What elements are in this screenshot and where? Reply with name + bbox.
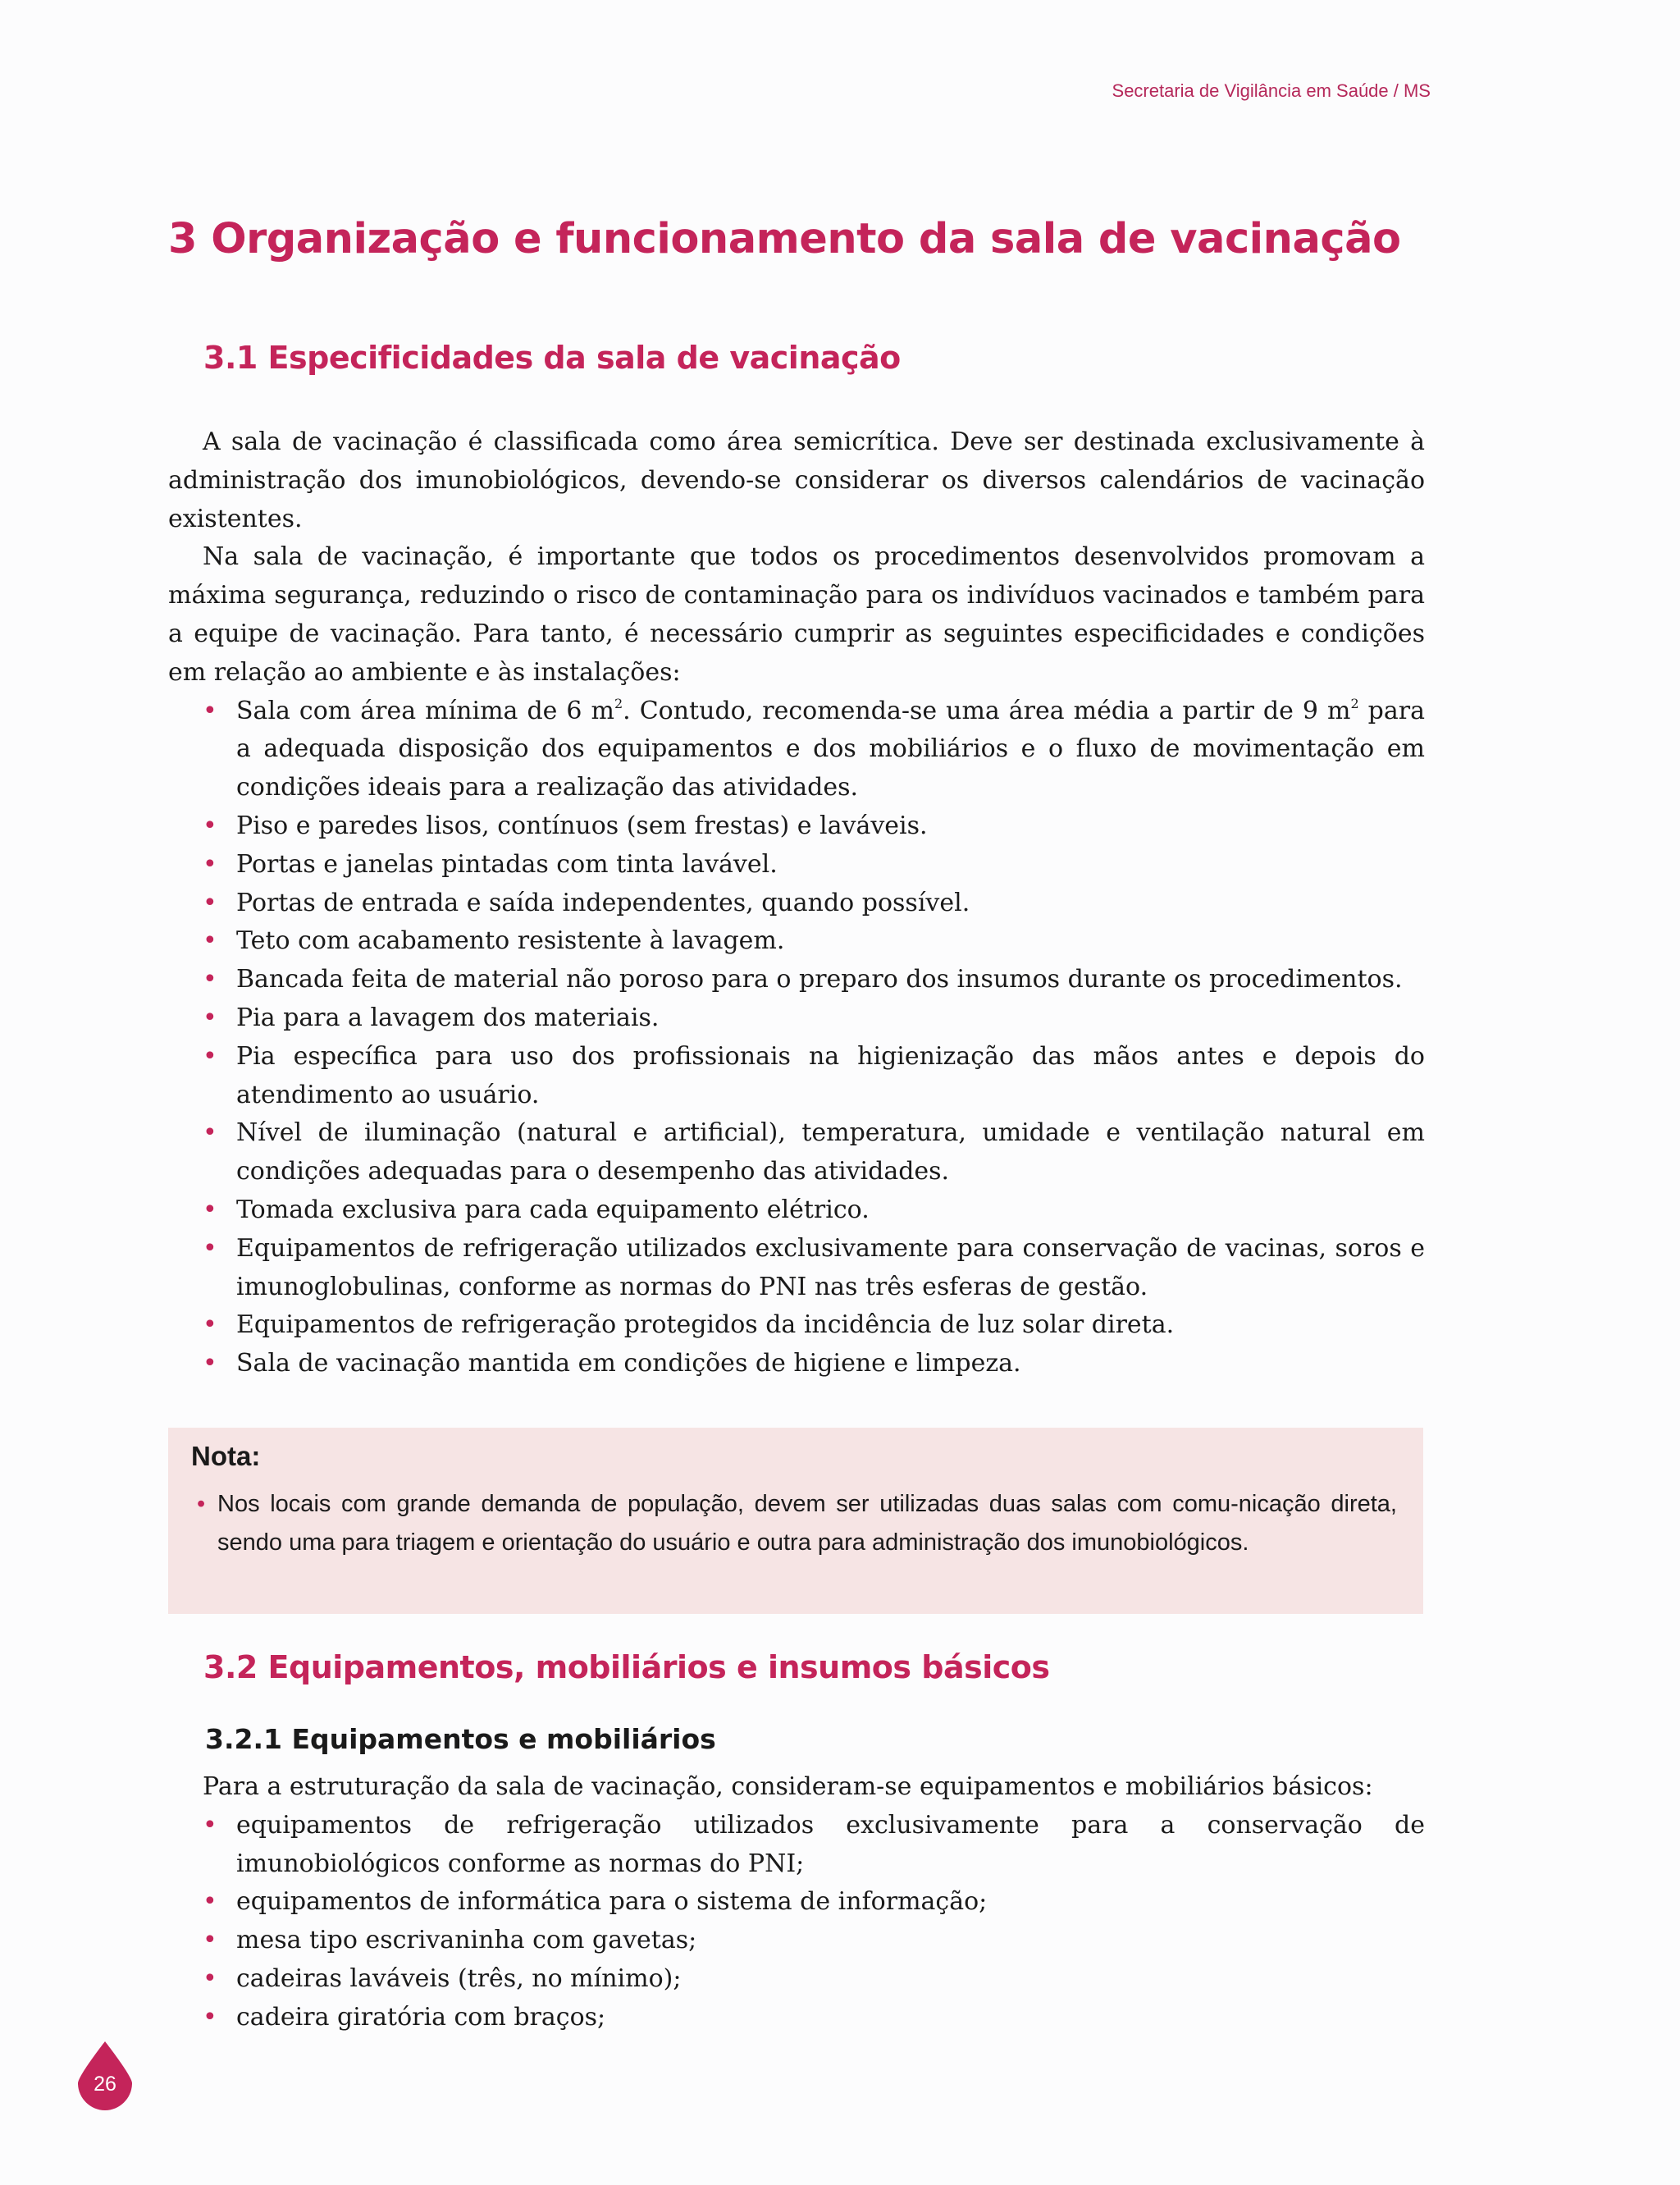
list-item: • Equipamentos de refrigeração protegidos da incidência de luz solar direta.: [168, 1306, 1425, 1345]
equipment-list: [168, 1807, 1425, 2037]
list-item: • Equipamentos de refrigeração utilizados exclusivamente para conservação de vacinas, soros e imunoglobulinas, conforme as normas do PNI nas três esferas de gestão.: [168, 1230, 1425, 1307]
list-item: • equipamentos de refrigeração utilizados exclusivamente para a conservação de imunobiológicos conforme as normas do PNI;: [168, 1807, 1425, 1884]
list-item: • cadeira giratória com braços;: [168, 1999, 1425, 2037]
list-item: • cadeiras laváveis (três, no mínimo);: [168, 1960, 1425, 1999]
list-item: • Sala de vacinação mantida em condições de higiene e limpeza.: [168, 1345, 1425, 1383]
note-title: Nota:: [191, 1441, 261, 1471]
list-item: • Teto com acabamento resistente à lavagem.: [168, 922, 1425, 961]
list-item: • equipamentos de informática para o sistema de informação;: [168, 1883, 1425, 1922]
list-item: • Bancada feita de material não poroso para o preparo dos insumos durante os procedimentos.: [168, 961, 1425, 999]
paragraph: Para a estruturação da sala de vacinação, consideram-se equipamentos e mobiliários básicos:: [203, 1772, 1373, 1801]
list-item: • Portas de entrada e saída independentes, quando possível.: [168, 885, 1425, 923]
list-item: • Portas e janelas pintadas com tinta lavável.: [168, 846, 1425, 885]
paragraph: A sala de vacinação é classificada como área semicrítica. Deve ser destinada exclusivamente à administração dos imunobiológicos, devendo-se considerar os diversos calendários de vacinação existentes.: [168, 427, 1425, 533]
note-item: Nos locais com grande demanda de população, devem ser utilizadas duas salas com comu-nicação direta, sendo uma para triagem e orientação do usuário e outra para administração dos imunobiológicos.: [217, 1491, 1397, 1556]
section-3-2-body: [168, 1768, 1425, 2037]
chapter-title: 3 Organização e funcionamento da sala de vacinação: [168, 215, 1401, 263]
running-head: Secretaria de Vigilância em Saúde / MS: [1112, 80, 1431, 101]
subsection-title-3-2-1: 3.2.1 Equipamentos e mobiliários: [205, 1723, 716, 1755]
list-item: • Sala com área mínima de 6 $m^2$. Contudo, recomenda-se uma área média a partir de 9 $m^2$ para a adequada disposição dos equipamentos e dos mobiliários e o fluxo de movimentação em condições ideais para a realização das atividades.: [168, 693, 1425, 807]
section-title-3-1: 3.1 Especificidades da sala de vacinação: [203, 340, 901, 376]
bullet-icon: •: [197, 1491, 206, 1517]
specifications-list: [168, 693, 1425, 1383]
list-item: • Piso e paredes lisos, contínuos (sem frestas) e laváveis.: [168, 807, 1425, 846]
list-item: • Tomada exclusiva para cada equipamento elétrico.: [168, 1191, 1425, 1230]
section-title-3-2: 3.2 Equipamentos, mobiliários e insumos básicos: [203, 1649, 1050, 1685]
note-box: [168, 1428, 1423, 1614]
list-item: • mesa tipo escrivaninha com gavetas;: [168, 1922, 1425, 1960]
page-number: 26: [94, 2073, 116, 2096]
section-3-1-body: [168, 423, 1425, 1383]
list-item: • Pia para a lavagem dos materiais.: [168, 999, 1425, 1038]
list-item: • Pia específica para uso dos profissionais na higienização das mãos antes e depois do atendimento ao usuário.: [168, 1038, 1425, 1115]
list-item: • Nível de iluminação (natural e artificial), temperatura, umidade e ventilação natural em condições adequadas para o desempenho das atividades.: [168, 1114, 1425, 1191]
paragraph: Na sala de vacinação, é importante que todos os procedimentos desenvolvidos promovam a máxima segurança, reduzindo o risco de contaminação para os indivíduos vacinados e também para a equipe de vacinação. Para tanto, é necessário cumprir as seguintes especificidades e condições em relação ao ambiente e às instalações:: [168, 542, 1425, 687]
